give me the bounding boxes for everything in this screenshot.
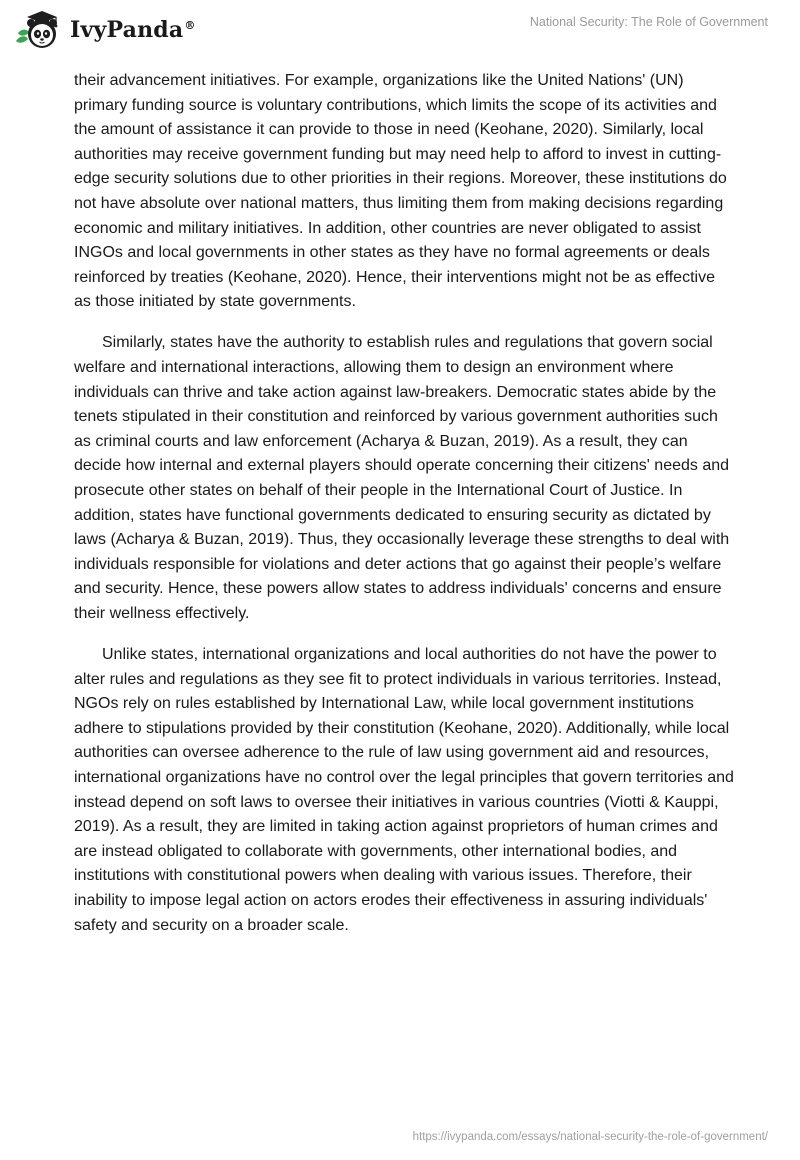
source-url[interactable]: https://ivypanda.com/essays/national-security-the-role-of-government/ xyxy=(412,1131,768,1143)
panda-graduation-cap-logo-icon xyxy=(12,8,66,52)
document-title: National Security: The Role of Government xyxy=(529,15,768,29)
page-header xyxy=(0,0,800,60)
ivypanda-logo[interactable] xyxy=(12,8,196,52)
paragraph: Similarly, states have the authority to establish rules and regulations that govern social welfare and international interactions, allowing them to design an environment where individuals can thrive and take action against law-breakers. Democratic states abide by the tenets stipulated in their constitution and reinforced by various government authorities such as criminal courts and law enforcement (Acharya & Buzan, 2019). As a result, they can decide how internal and external players should operate concerning their citizens' needs and prosecute other states on behalf of their people in the International Court of Justice. In addition, states have functional governments dedicated to ensuring security as dictated by laws (Acharya & Buzan, 2019). Thus, they occasionally leverage these strengths to deal with individuals responsible for violations and deter actions that go against their people’s welfare and security. Hence, these powers allow states to address individuals' concerns and ensure their wellness effectively. xyxy=(74,334,730,622)
essay-body xyxy=(74,69,734,955)
brand-name: IvyPanda® xyxy=(70,17,196,43)
paragraph: Unlike states, international organizations and local authorities do not have the power to alter rules and regulations as they see fit to protect individuals in various territories. Instead, NGOs rely on rules established by International Law, while local government institutions adhere to stipulations provided by their constitution (Keohane, 2020). Additionally, while local authorities can oversee adherence to the rule of law using government aid and resources, international organizations have no control over the legal principles that govern territories and instead depend on soft laws to oversee their initiatives in various countries (Viotti & Kauppi, 2019). As a result, they are limited in taking action against proprietors of human crimes and are instead obligated to collaborate with governments, other international bodies, and institutions with constitutional powers when dealing with various issues. Therefore, their inability to impose legal action on actors erodes their effectiveness in assuring individuals' safety and security on a broader scale. xyxy=(74,646,734,934)
paragraph: their advancement initiatives. For example, organizations like the United Nations' (UN) primary funding source is voluntary contributions, which limits the scope of its activities and the amount of assistance it can provide to those in need (Keohane, 2020). Similarly, local authorities may receive government funding but may need help to afford to invest in cutting-edge security solutions due to other priorities in their regions. Moreover, these institutions do not have absolute over national matters, thus limiting them from making decisions regarding economic and military initiatives. In addition, other countries are never obligated to assist INGOs and local governments in other states as they have no formal agreements or deals reinforced by treaties (Keohane, 2020). Hence, their interventions might not be as effective as those initiated by state governments. xyxy=(74,72,727,311)
